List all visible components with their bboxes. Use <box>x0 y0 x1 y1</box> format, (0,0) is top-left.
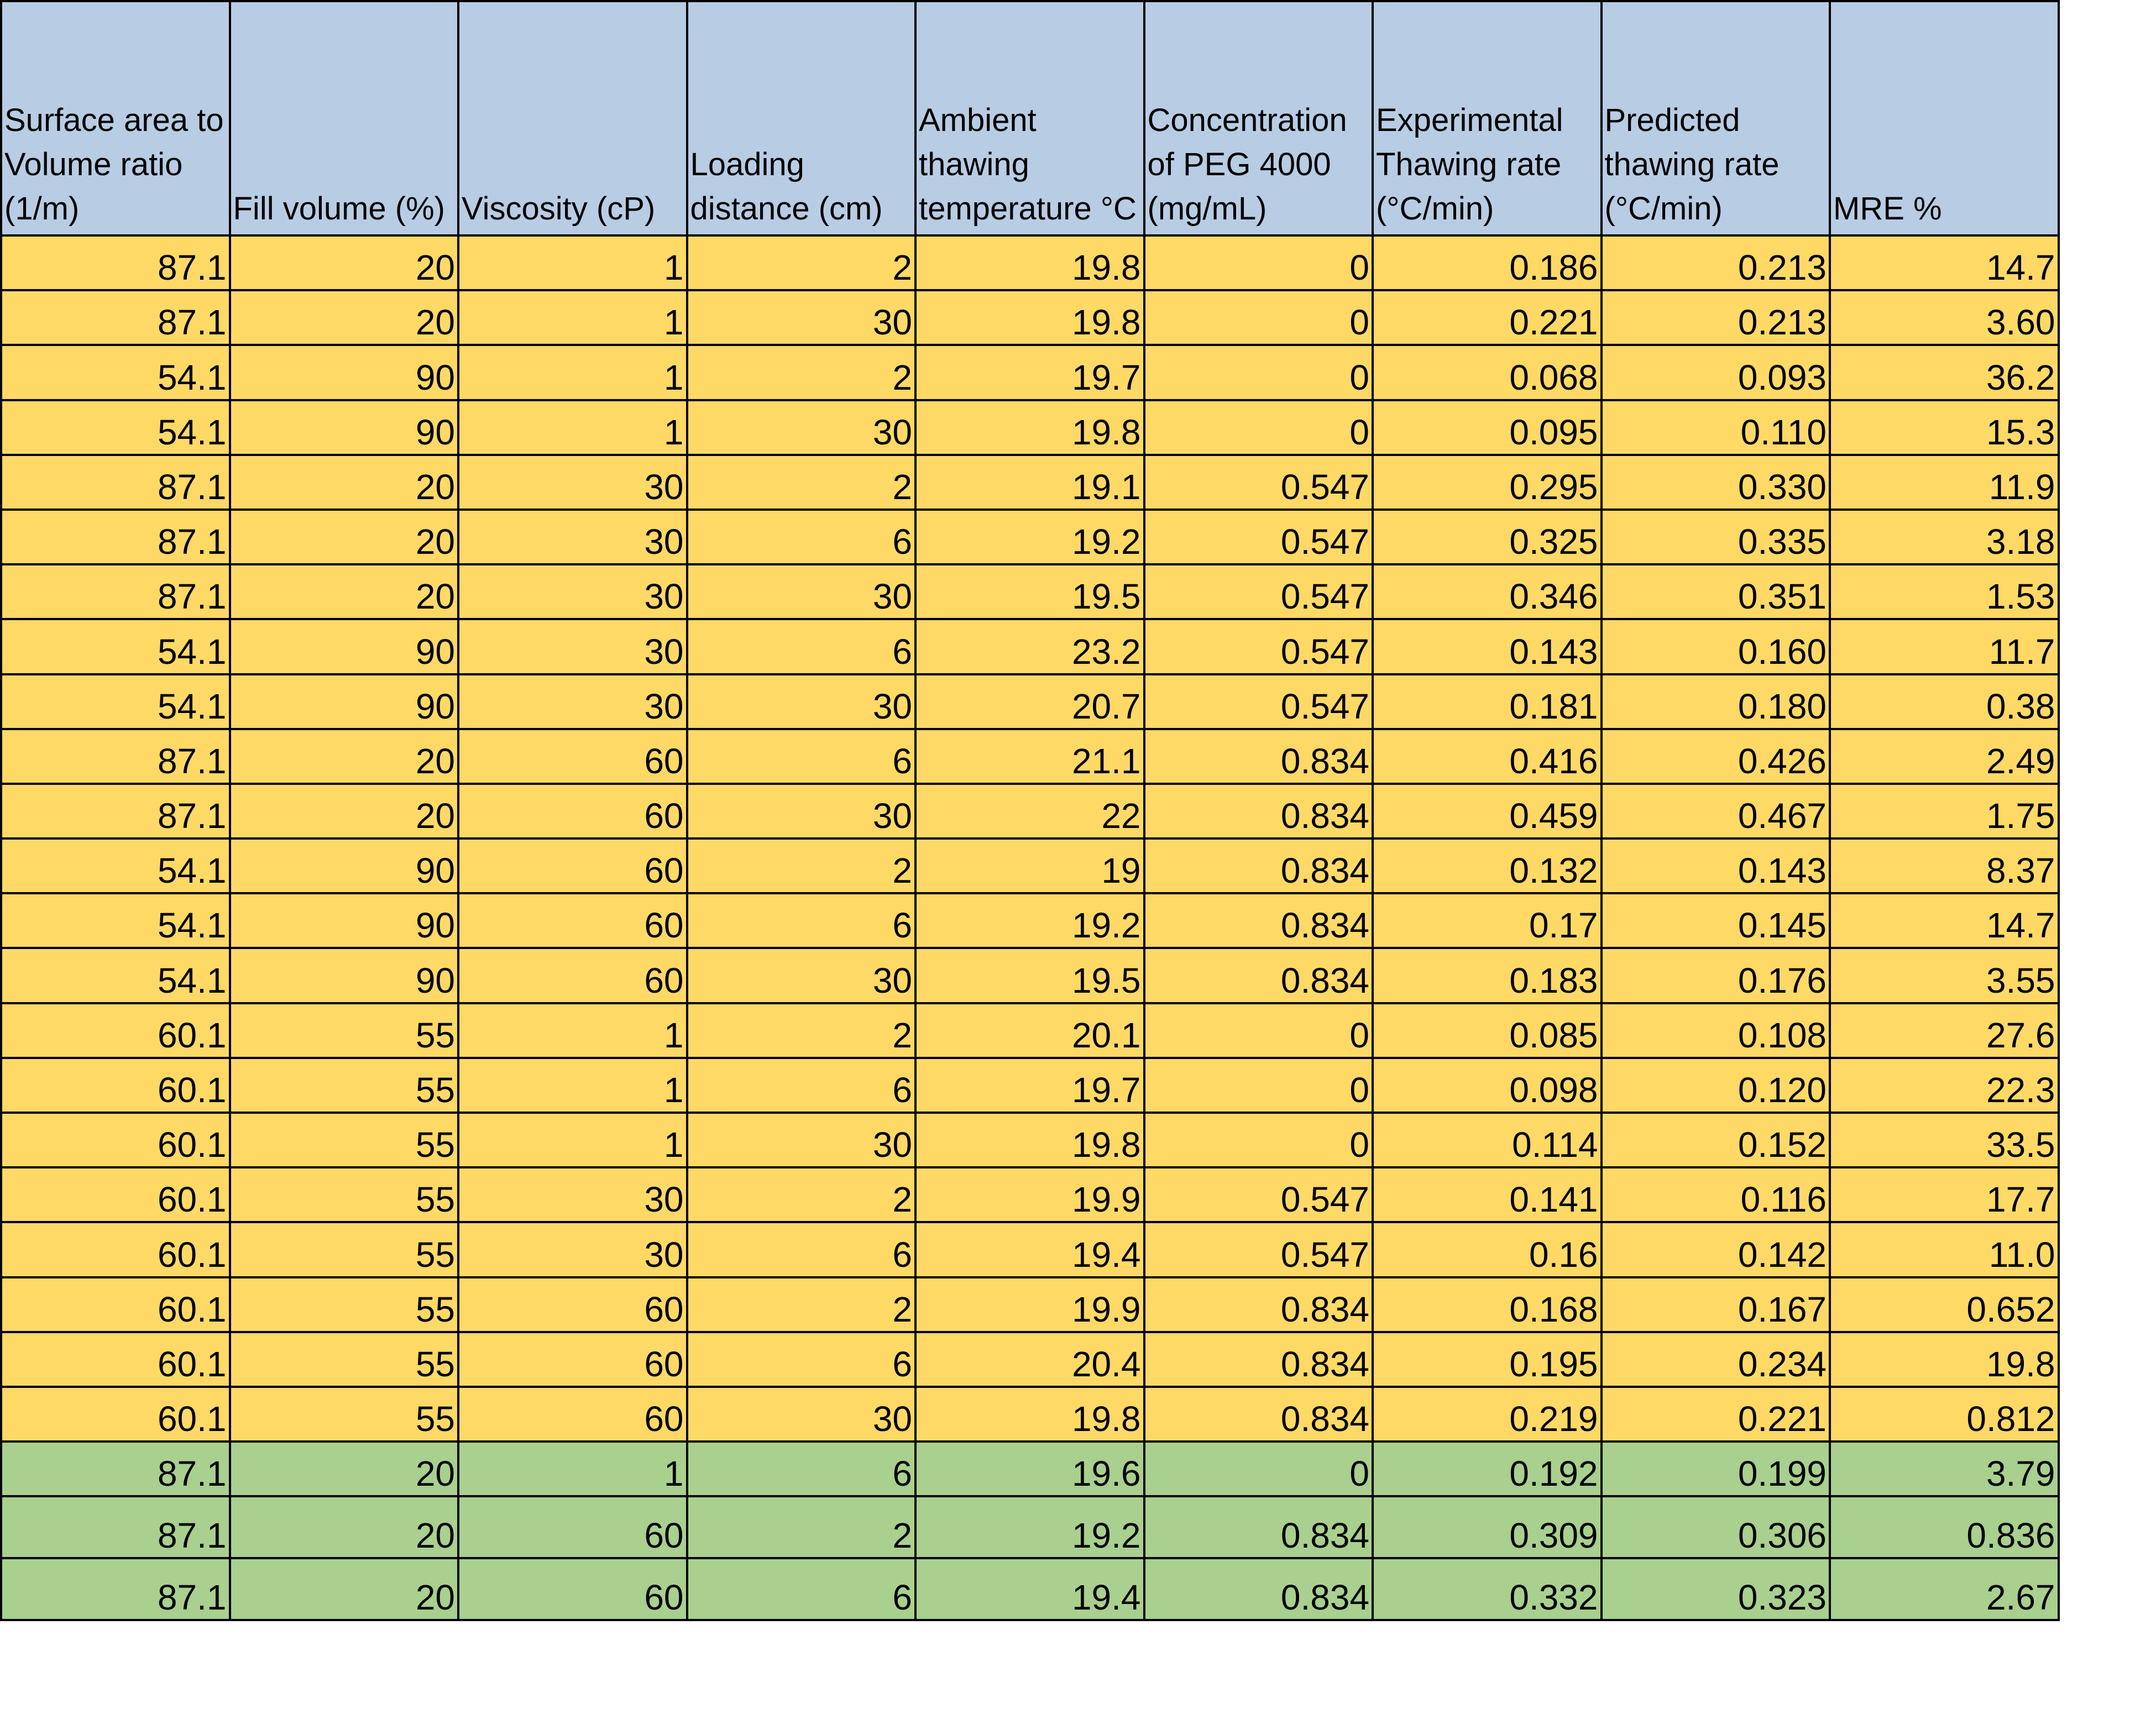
cell-mre[interactable]: 8.37 <box>1830 838 2059 893</box>
table-row <box>1 674 2059 729</box>
cell-viscosity[interactable]: 1 <box>458 1058 687 1113</box>
cell-ambient-temperature[interactable]: 19.7 <box>915 345 1144 400</box>
col-header-peg-concentration[interactable]: Concentration of PEG 4000 (mg/mL) <box>1144 1 1373 235</box>
cell-peg-concentration[interactable]: 0.547 <box>1144 1222 1373 1277</box>
cell-peg-concentration[interactable]: 0 <box>1144 1442 1373 1496</box>
cell-mre[interactable]: 14.7 <box>1830 893 2059 948</box>
cell-viscosity[interactable]: 30 <box>458 455 687 510</box>
cell-viscosity[interactable]: 60 <box>458 1496 687 1558</box>
cell-mre[interactable]: 11.0 <box>1830 1222 2059 1277</box>
cell-fill-volume[interactable]: 20 <box>230 1496 459 1558</box>
cell-mre[interactable]: 17.7 <box>1830 1167 2059 1222</box>
cell-peg-concentration[interactable]: 0.834 <box>1144 1387 1373 1442</box>
cell-loading-distance[interactable]: 2 <box>687 345 916 400</box>
cell-peg-concentration[interactable]: 0 <box>1144 1058 1373 1113</box>
cell-experimental-thawing-rate[interactable]: 0.309 <box>1373 1496 1602 1558</box>
cell-ambient-temperature[interactable]: 23.2 <box>915 619 1144 674</box>
cell-fill-volume[interactable]: 20 <box>230 235 459 290</box>
cell-predicted-thawing-rate[interactable]: 0.199 <box>1602 1442 1830 1496</box>
cell-loading-distance[interactable]: 2 <box>687 235 916 290</box>
cell-mre[interactable]: 0.652 <box>1830 1277 2059 1332</box>
cell-loading-distance[interactable]: 6 <box>687 1442 916 1496</box>
cell-predicted-thawing-rate[interactable]: 0.116 <box>1602 1167 1830 1222</box>
cell-predicted-thawing-rate[interactable]: 0.467 <box>1602 784 1830 838</box>
cell-viscosity[interactable]: 60 <box>458 1277 687 1332</box>
cell-viscosity[interactable]: 30 <box>458 510 687 564</box>
cell-fill-volume[interactable]: 55 <box>230 1113 459 1167</box>
cell-loading-distance[interactable]: 30 <box>687 1113 916 1167</box>
cell-loading-distance[interactable]: 30 <box>687 564 916 619</box>
table-row <box>1 564 2059 619</box>
cell-loading-distance[interactable]: 6 <box>687 510 916 564</box>
cell-peg-concentration[interactable]: 0.834 <box>1144 838 1373 893</box>
cell-surface-area-to-volume[interactable]: 87.1 <box>1 1442 230 1496</box>
cell-mre[interactable]: 11.7 <box>1830 619 2059 674</box>
cell-fill-volume[interactable]: 90 <box>230 345 459 400</box>
cell-peg-concentration[interactable]: 0.834 <box>1144 1277 1373 1332</box>
cell-peg-concentration[interactable]: 0 <box>1144 290 1373 345</box>
cell-mre[interactable]: 27.6 <box>1830 1003 2059 1058</box>
cell-loading-distance[interactable]: 2 <box>687 455 916 510</box>
cell-predicted-thawing-rate[interactable]: 0.330 <box>1602 455 1830 510</box>
cell-ambient-temperature[interactable]: 19.8 <box>915 400 1144 455</box>
cell-predicted-thawing-rate[interactable]: 0.143 <box>1602 838 1830 893</box>
col-header-fill-volume[interactable]: Fill volume (%) <box>230 1 459 235</box>
cell-mre[interactable]: 15.3 <box>1830 400 2059 455</box>
table-row <box>1 1003 2059 1058</box>
cell-peg-concentration[interactable]: 0.547 <box>1144 1167 1373 1222</box>
cell-viscosity[interactable]: 1 <box>458 1442 687 1496</box>
cell-ambient-temperature[interactable]: 21.1 <box>915 729 1144 784</box>
cell-predicted-thawing-rate[interactable]: 0.160 <box>1602 619 1830 674</box>
cell-peg-concentration[interactable]: 0.547 <box>1144 619 1373 674</box>
cell-viscosity[interactable]: 30 <box>458 619 687 674</box>
cell-predicted-thawing-rate[interactable]: 0.351 <box>1602 564 1830 619</box>
cell-surface-area-to-volume[interactable]: 87.1 <box>1 729 230 784</box>
cell-viscosity[interactable]: 1 <box>458 290 687 345</box>
cell-loading-distance[interactable]: 2 <box>687 1496 916 1558</box>
cell-fill-volume[interactable]: 20 <box>230 784 459 838</box>
cell-fill-volume[interactable]: 90 <box>230 948 459 1003</box>
cell-fill-volume[interactable]: 55 <box>230 1222 459 1277</box>
cell-mre[interactable]: 2.67 <box>1830 1558 2059 1620</box>
cell-ambient-temperature[interactable]: 19.8 <box>915 290 1144 345</box>
cell-peg-concentration[interactable]: 0.834 <box>1144 1332 1373 1387</box>
cell-experimental-thawing-rate[interactable]: 0.183 <box>1373 948 1602 1003</box>
cell-viscosity[interactable]: 1 <box>458 400 687 455</box>
cell-surface-area-to-volume[interactable]: 87.1 <box>1 510 230 564</box>
cell-experimental-thawing-rate[interactable]: 0.143 <box>1373 619 1602 674</box>
cell-peg-concentration[interactable]: 0.834 <box>1144 729 1373 784</box>
cell-fill-volume[interactable]: 20 <box>230 510 459 564</box>
cell-fill-volume[interactable]: 90 <box>230 838 459 893</box>
cell-predicted-thawing-rate[interactable]: 0.180 <box>1602 674 1830 729</box>
cell-peg-concentration[interactable]: 0.834 <box>1144 948 1373 1003</box>
cell-fill-volume[interactable]: 20 <box>230 455 459 510</box>
cell-surface-area-to-volume[interactable]: 87.1 <box>1 784 230 838</box>
table-row <box>1 1496 2059 1558</box>
cell-ambient-temperature[interactable]: 20.4 <box>915 1332 1144 1387</box>
table-row <box>1 400 2059 455</box>
table-row <box>1 1113 2059 1167</box>
cell-loading-distance[interactable]: 6 <box>687 893 916 948</box>
col-header-mre[interactable]: MRE % <box>1830 1 2059 235</box>
cell-viscosity[interactable]: 60 <box>458 784 687 838</box>
table-body <box>1 235 2059 1620</box>
cell-predicted-thawing-rate[interactable]: 0.426 <box>1602 729 1830 784</box>
cell-predicted-thawing-rate[interactable]: 0.234 <box>1602 1332 1830 1387</box>
cell-ambient-temperature[interactable]: 19.1 <box>915 455 1144 510</box>
cell-peg-concentration[interactable]: 0.547 <box>1144 564 1373 619</box>
cell-viscosity[interactable]: 1 <box>458 345 687 400</box>
cell-ambient-temperature[interactable]: 19.4 <box>915 1222 1144 1277</box>
cell-surface-area-to-volume[interactable]: 60.1 <box>1 1387 230 1442</box>
cell-viscosity[interactable]: 60 <box>458 948 687 1003</box>
cell-predicted-thawing-rate[interactable]: 0.221 <box>1602 1387 1830 1442</box>
cell-fill-volume[interactable]: 90 <box>230 674 459 729</box>
cell-peg-concentration[interactable]: 0 <box>1144 345 1373 400</box>
cell-experimental-thawing-rate[interactable]: 0.346 <box>1373 564 1602 619</box>
cell-ambient-temperature[interactable]: 19.2 <box>915 1496 1144 1558</box>
cell-fill-volume[interactable]: 55 <box>230 1387 459 1442</box>
cell-peg-concentration[interactable]: 0.547 <box>1144 455 1373 510</box>
cell-viscosity[interactable]: 30 <box>458 1167 687 1222</box>
cell-viscosity[interactable]: 60 <box>458 729 687 784</box>
cell-mre[interactable]: 0.38 <box>1830 674 2059 729</box>
cell-viscosity[interactable]: 30 <box>458 564 687 619</box>
cell-predicted-thawing-rate[interactable]: 0.213 <box>1602 235 1830 290</box>
cell-surface-area-to-volume[interactable]: 54.1 <box>1 345 230 400</box>
table-row <box>1 1167 2059 1222</box>
cell-mre[interactable]: 3.55 <box>1830 948 2059 1003</box>
cell-ambient-temperature[interactable]: 19.6 <box>915 1442 1144 1496</box>
cell-fill-volume[interactable]: 90 <box>230 619 459 674</box>
cell-predicted-thawing-rate[interactable]: 0.120 <box>1602 1058 1830 1113</box>
table-row <box>1 893 2059 948</box>
table-row <box>1 235 2059 290</box>
cell-surface-area-to-volume[interactable]: 87.1 <box>1 290 230 345</box>
cell-surface-area-to-volume[interactable]: 54.1 <box>1 674 230 729</box>
cell-surface-area-to-volume[interactable]: 87.1 <box>1 1558 230 1620</box>
cell-mre[interactable]: 1.53 <box>1830 564 2059 619</box>
cell-fill-volume[interactable]: 55 <box>230 1003 459 1058</box>
cell-loading-distance[interactable]: 30 <box>687 784 916 838</box>
cell-ambient-temperature[interactable]: 19.8 <box>915 1113 1144 1167</box>
table-row <box>1 290 2059 345</box>
cell-mre[interactable]: 3.18 <box>1830 510 2059 564</box>
table-row <box>1 1222 2059 1277</box>
cell-peg-concentration[interactable]: 0.834 <box>1144 1496 1373 1558</box>
cell-peg-concentration[interactable]: 0 <box>1144 400 1373 455</box>
cell-loading-distance[interactable]: 6 <box>687 1558 916 1620</box>
cell-ambient-temperature[interactable]: 19.4 <box>915 1558 1144 1620</box>
cell-loading-distance[interactable]: 30 <box>687 290 916 345</box>
cell-surface-area-to-volume[interactable]: 60.1 <box>1 1332 230 1387</box>
cell-fill-volume[interactable]: 20 <box>230 564 459 619</box>
table-row <box>1 1058 2059 1113</box>
cell-mre[interactable]: 22.3 <box>1830 1058 2059 1113</box>
cell-mre[interactable]: 14.7 <box>1830 235 2059 290</box>
cell-surface-area-to-volume[interactable]: 87.1 <box>1 235 230 290</box>
cell-surface-area-to-volume[interactable]: 60.1 <box>1 1058 230 1113</box>
cell-peg-concentration[interactable]: 0.547 <box>1144 510 1373 564</box>
cell-surface-area-to-volume[interactable]: 54.1 <box>1 948 230 1003</box>
cell-surface-area-to-volume[interactable]: 87.1 <box>1 1496 230 1558</box>
cell-ambient-temperature[interactable]: 19.5 <box>915 948 1144 1003</box>
cell-experimental-thawing-rate[interactable]: 0.17 <box>1373 893 1602 948</box>
cell-experimental-thawing-rate[interactable]: 0.192 <box>1373 1442 1602 1496</box>
cell-experimental-thawing-rate[interactable]: 0.459 <box>1373 784 1602 838</box>
cell-loading-distance[interactable]: 30 <box>687 674 916 729</box>
cell-loading-distance[interactable]: 30 <box>687 1387 916 1442</box>
cell-experimental-thawing-rate[interactable]: 0.195 <box>1373 1332 1602 1387</box>
cell-peg-concentration[interactable]: 0.547 <box>1144 674 1373 729</box>
cell-fill-volume[interactable]: 20 <box>230 1442 459 1496</box>
cell-mre[interactable]: 36.2 <box>1830 345 2059 400</box>
cell-loading-distance[interactable]: 6 <box>687 1332 916 1387</box>
cell-predicted-thawing-rate[interactable]: 0.335 <box>1602 510 1830 564</box>
cell-fill-volume[interactable]: 20 <box>230 1558 459 1620</box>
cell-experimental-thawing-rate[interactable]: 0.295 <box>1373 455 1602 510</box>
cell-loading-distance[interactable]: 6 <box>687 729 916 784</box>
cell-experimental-thawing-rate[interactable]: 0.181 <box>1373 674 1602 729</box>
cell-viscosity[interactable]: 30 <box>458 674 687 729</box>
table-row <box>1 510 2059 564</box>
cell-loading-distance[interactable]: 2 <box>687 838 916 893</box>
cell-experimental-thawing-rate[interactable]: 0.416 <box>1373 729 1602 784</box>
cell-loading-distance[interactable]: 30 <box>687 400 916 455</box>
cell-ambient-temperature[interactable]: 22 <box>915 784 1144 838</box>
cell-experimental-thawing-rate[interactable]: 0.219 <box>1373 1387 1602 1442</box>
cell-ambient-temperature[interactable]: 19.7 <box>915 1058 1144 1113</box>
table-row <box>1 1387 2059 1442</box>
cell-fill-volume[interactable]: 55 <box>230 1277 459 1332</box>
cell-predicted-thawing-rate[interactable]: 0.176 <box>1602 948 1830 1003</box>
cell-fill-volume[interactable]: 20 <box>230 729 459 784</box>
cell-viscosity[interactable]: 30 <box>458 1222 687 1277</box>
cell-experimental-thawing-rate[interactable]: 0.098 <box>1373 1058 1602 1113</box>
cell-experimental-thawing-rate[interactable]: 0.332 <box>1373 1558 1602 1620</box>
cell-ambient-temperature[interactable]: 20.1 <box>915 1003 1144 1058</box>
cell-fill-volume[interactable]: 55 <box>230 1167 459 1222</box>
cell-ambient-temperature[interactable]: 19 <box>915 838 1144 893</box>
col-header-experimental-thawing-rate[interactable]: Experimental Thawing rate (°C/min) <box>1373 1 1602 235</box>
cell-surface-area-to-volume[interactable]: 60.1 <box>1 1003 230 1058</box>
cell-predicted-thawing-rate[interactable]: 0.306 <box>1602 1496 1830 1558</box>
cell-viscosity[interactable]: 1 <box>458 1003 687 1058</box>
cell-experimental-thawing-rate[interactable]: 0.085 <box>1373 1003 1602 1058</box>
cell-experimental-thawing-rate[interactable]: 0.141 <box>1373 1167 1602 1222</box>
cell-fill-volume[interactable]: 55 <box>230 1332 459 1387</box>
cell-predicted-thawing-rate[interactable]: 0.110 <box>1602 400 1830 455</box>
cell-mre[interactable]: 1.75 <box>1830 784 2059 838</box>
cell-viscosity[interactable]: 60 <box>458 1332 687 1387</box>
cell-predicted-thawing-rate[interactable]: 0.142 <box>1602 1222 1830 1277</box>
cell-ambient-temperature[interactable]: 19.9 <box>915 1167 1144 1222</box>
table-row <box>1 784 2059 838</box>
cell-experimental-thawing-rate[interactable]: 0.132 <box>1373 838 1602 893</box>
cell-surface-area-to-volume[interactable]: 60.1 <box>1 1167 230 1222</box>
cell-ambient-temperature[interactable]: 19.2 <box>915 893 1144 948</box>
cell-loading-distance[interactable]: 2 <box>687 1003 916 1058</box>
cell-ambient-temperature[interactable]: 19.8 <box>915 1387 1144 1442</box>
cell-surface-area-to-volume[interactable]: 54.1 <box>1 838 230 893</box>
cell-loading-distance[interactable]: 6 <box>687 619 916 674</box>
cell-loading-distance[interactable]: 2 <box>687 1277 916 1332</box>
cell-surface-area-to-volume[interactable]: 60.1 <box>1 1277 230 1332</box>
cell-mre[interactable]: 3.79 <box>1830 1442 2059 1496</box>
cell-mre[interactable]: 33.5 <box>1830 1113 2059 1167</box>
cell-viscosity[interactable]: 60 <box>458 838 687 893</box>
table-row <box>1 1332 2059 1387</box>
cell-ambient-temperature[interactable]: 19.5 <box>915 564 1144 619</box>
col-header-loading-distance[interactable]: Loading distance (cm) <box>687 1 916 235</box>
cell-experimental-thawing-rate[interactable]: 0.114 <box>1373 1113 1602 1167</box>
cell-experimental-thawing-rate[interactable]: 0.168 <box>1373 1277 1602 1332</box>
cell-loading-distance[interactable]: 2 <box>687 1167 916 1222</box>
cell-experimental-thawing-rate[interactable]: 0.095 <box>1373 400 1602 455</box>
cell-fill-volume[interactable]: 20 <box>230 290 459 345</box>
cell-peg-concentration[interactable]: 0 <box>1144 1113 1373 1167</box>
table-row <box>1 619 2059 674</box>
cell-peg-concentration[interactable]: 0.834 <box>1144 1558 1373 1620</box>
cell-viscosity[interactable]: 60 <box>458 1558 687 1620</box>
table-row <box>1 455 2059 510</box>
cell-peg-concentration[interactable]: 0.834 <box>1144 784 1373 838</box>
cell-peg-concentration[interactable]: 0 <box>1144 1003 1373 1058</box>
cell-ambient-temperature[interactable]: 19.9 <box>915 1277 1144 1332</box>
cell-predicted-thawing-rate[interactable]: 0.167 <box>1602 1277 1830 1332</box>
cell-viscosity[interactable]: 1 <box>458 1113 687 1167</box>
cell-surface-area-to-volume[interactable]: 54.1 <box>1 400 230 455</box>
cell-fill-volume[interactable]: 55 <box>230 1058 459 1113</box>
cell-predicted-thawing-rate[interactable]: 0.093 <box>1602 345 1830 400</box>
col-header-surface-area-to-volume[interactable]: Surface area to Volume ratio (1/m) <box>1 1 230 235</box>
cell-experimental-thawing-rate[interactable]: 0.221 <box>1373 290 1602 345</box>
cell-loading-distance[interactable]: 30 <box>687 948 916 1003</box>
table-row <box>1 729 2059 784</box>
cell-surface-area-to-volume[interactable]: 60.1 <box>1 1222 230 1277</box>
table-row <box>1 1277 2059 1332</box>
cell-experimental-thawing-rate[interactable]: 0.325 <box>1373 510 1602 564</box>
cell-viscosity[interactable]: 60 <box>458 1387 687 1442</box>
cell-mre[interactable]: 11.9 <box>1830 455 2059 510</box>
table-row <box>1 1558 2059 1620</box>
header-row <box>1 1 2059 235</box>
cell-experimental-thawing-rate[interactable]: 0.186 <box>1373 235 1602 290</box>
table-row <box>1 345 2059 400</box>
table-row <box>1 948 2059 1003</box>
table-row <box>1 838 2059 893</box>
cell-viscosity[interactable]: 60 <box>458 893 687 948</box>
cell-predicted-thawing-rate[interactable]: 0.213 <box>1602 290 1830 345</box>
cell-loading-distance[interactable]: 6 <box>687 1222 916 1277</box>
cell-mre[interactable]: 3.60 <box>1830 290 2059 345</box>
cell-predicted-thawing-rate[interactable]: 0.108 <box>1602 1003 1830 1058</box>
cell-viscosity[interactable]: 1 <box>458 235 687 290</box>
col-header-viscosity[interactable]: Viscosity (cP) <box>458 1 687 235</box>
cell-experimental-thawing-rate[interactable]: 0.068 <box>1373 345 1602 400</box>
cell-predicted-thawing-rate[interactable]: 0.152 <box>1602 1113 1830 1167</box>
cell-surface-area-to-volume[interactable]: 54.1 <box>1 893 230 948</box>
cell-predicted-thawing-rate[interactable]: 0.323 <box>1602 1558 1830 1620</box>
cell-peg-concentration[interactable]: 0.834 <box>1144 893 1373 948</box>
cell-mre[interactable]: 0.812 <box>1830 1387 2059 1442</box>
cell-ambient-temperature[interactable]: 20.7 <box>915 674 1144 729</box>
cell-surface-area-to-volume[interactable]: 87.1 <box>1 564 230 619</box>
cell-predicted-thawing-rate[interactable]: 0.145 <box>1602 893 1830 948</box>
cell-mre[interactable]: 2.49 <box>1830 729 2059 784</box>
cell-fill-volume[interactable]: 90 <box>230 893 459 948</box>
cell-mre[interactable]: 19.8 <box>1830 1332 2059 1387</box>
col-header-predicted-thawing-rate[interactable]: Predicted thawing rate (°C/min) <box>1602 1 1830 235</box>
cell-surface-area-to-volume[interactable]: 54.1 <box>1 619 230 674</box>
cell-fill-volume[interactable]: 90 <box>230 400 459 455</box>
cell-peg-concentration[interactable]: 0 <box>1144 235 1373 290</box>
cell-ambient-temperature[interactable]: 19.2 <box>915 510 1144 564</box>
cell-surface-area-to-volume[interactable]: 87.1 <box>1 455 230 510</box>
cell-loading-distance[interactable]: 6 <box>687 1058 916 1113</box>
col-header-ambient-thawing-temperature[interactable]: Ambient thawing temperature °C <box>915 1 1144 235</box>
cell-mre[interactable]: 0.836 <box>1830 1496 2059 1558</box>
cell-ambient-temperature[interactable]: 19.8 <box>915 235 1144 290</box>
cell-surface-area-to-volume[interactable]: 60.1 <box>1 1113 230 1167</box>
table-row <box>1 1442 2059 1496</box>
cell-experimental-thawing-rate[interactable]: 0.16 <box>1373 1222 1602 1277</box>
